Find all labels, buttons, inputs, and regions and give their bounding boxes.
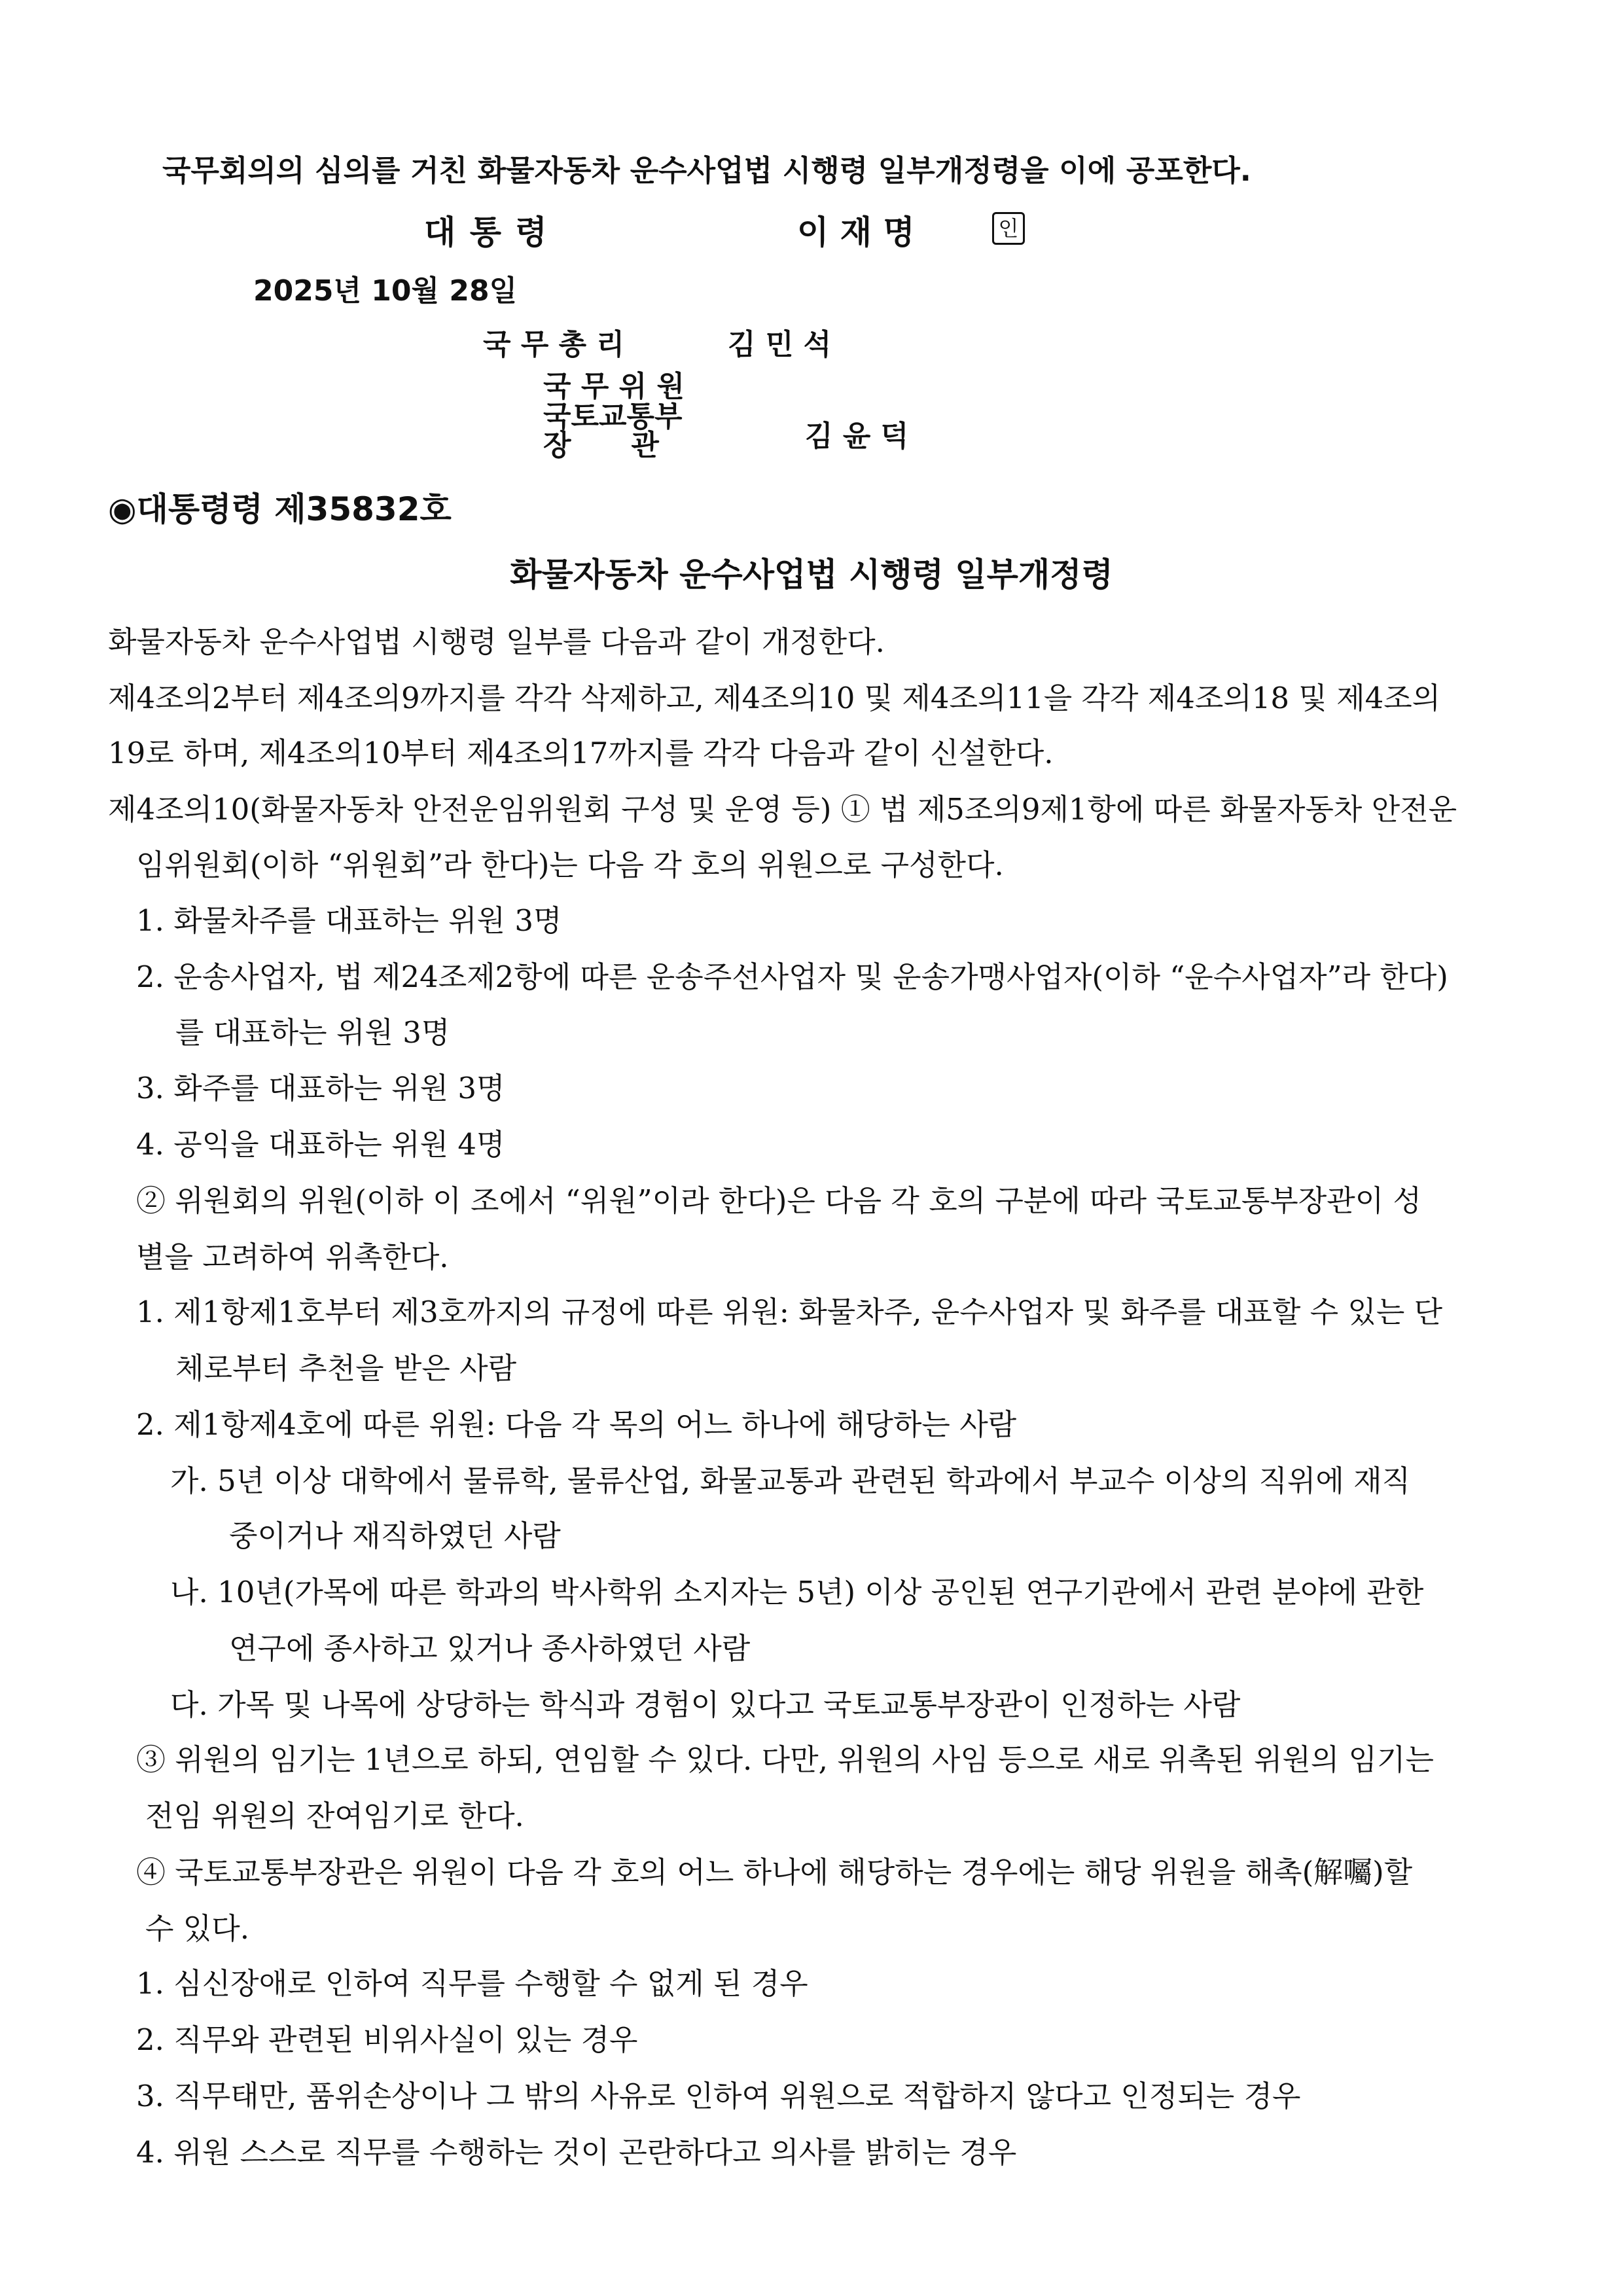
- body-line: 중이거나 재직하였던 사람: [229, 1518, 561, 1553]
- prime-minister-title: 국 무 총 리: [483, 328, 624, 361]
- body-line: 나. 10년(가목에 따른 학과의 박사학위 소지자는 5년) 이상 공인된 연구기관에서 관련 분야에 관한: [170, 1575, 1424, 1609]
- body-line: 다. 가목 및 나목에 상당하는 학식과 경험이 있다고 국토교통부장관이 인정하는 사람: [170, 1687, 1241, 1722]
- decree-number: ◉대통령령 제35832호: [108, 490, 452, 528]
- body-line: 화물자동차 운수사업법 시행령 일부를 다음과 같이 개정한다.: [108, 624, 885, 659]
- body-line: 체로부터 추천을 받은 사람: [175, 1351, 517, 1386]
- body-line: 2. 직무와 관련된 비위사실이 있는 경우: [136, 2022, 638, 2057]
- body-line: 연구에 종사하고 있거나 종사하였던 사람: [229, 1631, 751, 1666]
- body-line: 19로 하며, 제4조의10부터 제4조의17까지를 각각 다음과 같이 신설한다.: [108, 736, 1054, 770]
- body-line: 전임 위원의 잔여임기로 한다.: [145, 1799, 524, 1833]
- body-line: ④ 국토교통부장관은 위원이 다음 각 호의 어느 하나에 해당하는 경우에는 해당 위원을 해촉(解囑)할: [136, 1855, 1413, 1890]
- minister-title-line-3: 장 관: [543, 429, 659, 462]
- body-line: 3. 직무태만, 품위손상이나 그 밖의 사유로 인하여 위원으로 적합하지 않다고 인정되는 경우: [136, 2079, 1301, 2113]
- body-line: 4. 공익을 대표하는 위원 4명: [136, 1127, 505, 1162]
- seal-icon: 인: [992, 212, 1025, 245]
- body-line: ③ 위원의 임기는 1년으로 하되, 연임할 수 있다. 다만, 위원의 사임 등으로 새로 위촉된 위원의 임기는: [136, 1742, 1434, 1777]
- body-line: 임위원회(이하 “위원회”라 한다)는 다음 각 호의 위원으로 구성한다.: [136, 848, 1004, 882]
- body-line: 1. 화물차주를 대표하는 위원 3명: [136, 903, 562, 938]
- promulgation-date: 2025년 10월 28일: [253, 274, 518, 308]
- president-name: 이 재 명: [797, 213, 915, 251]
- president-title: 대 통 령: [424, 213, 548, 251]
- document-title: 화물자동차 운수사업법 시행령 일부개정령: [510, 556, 1113, 594]
- body-line: ② 위원회의 위원(이하 이 조에서 “위원”이라 한다)은 다음 각 호의 구분에 따라 국토교통부장관이 성: [136, 1183, 1421, 1218]
- body-line: 4. 위원 스스로 직무를 수행하는 것이 곤란하다고 의사를 밝히는 경우: [136, 2135, 1017, 2170]
- minister-name: 김 윤 덕: [805, 420, 909, 453]
- minister-title-line-2: 국토교통부: [543, 400, 683, 433]
- body-line: 를 대표하는 위원 3명: [175, 1015, 450, 1050]
- body-line: 1. 심신장애로 인하여 직무를 수행할 수 없게 된 경우: [136, 1966, 808, 2001]
- body-line: 가. 5년 이상 대학에서 물류학, 물류산업, 화물교통과 관련된 학과에서 부교수 이상의 직위에 재직: [170, 1463, 1411, 1498]
- body-line: 2. 운송사업자, 법 제24조제2항에 따른 운송주선사업자 및 운송가맹사업자(이하 “운수사업자”라 한다): [136, 960, 1448, 994]
- minister-title-line-1: 국 무 위 원: [543, 370, 685, 403]
- body-line: 수 있다.: [145, 1911, 250, 1946]
- prime-minister-name: 김 민 석: [728, 328, 832, 361]
- body-line: 제4조의2부터 제4조의9까지를 각각 삭제하고, 제4조의10 및 제4조의11을 각각 제4조의18 및 제4조의: [108, 681, 1441, 715]
- body-line: 1. 제1항제1호부터 제3호까지의 규정에 따른 위원: 화물차주, 운수사업자 및 화주를 대표할 수 있는 단: [136, 1295, 1443, 1329]
- body-line: 별을 고려하여 위촉한다.: [136, 1240, 449, 1274]
- promulgation-statement: 국무회의의 심의를 거친 화물자동차 운수사업법 시행령 일부개정령을 이에 공포한다.: [162, 153, 1251, 188]
- body-line: 3. 화주를 대표하는 위원 3명: [136, 1071, 505, 1105]
- body-line: 2. 제1항제4호에 따른 위원: 다음 각 목의 어느 하나에 해당하는 사람: [136, 1407, 1017, 1442]
- body-line: 제4조의10(화물자동차 안전운임위원회 구성 및 운영 등) ① 법 제5조의9제1항에 따른 화물자동차 안전운: [108, 792, 1457, 827]
